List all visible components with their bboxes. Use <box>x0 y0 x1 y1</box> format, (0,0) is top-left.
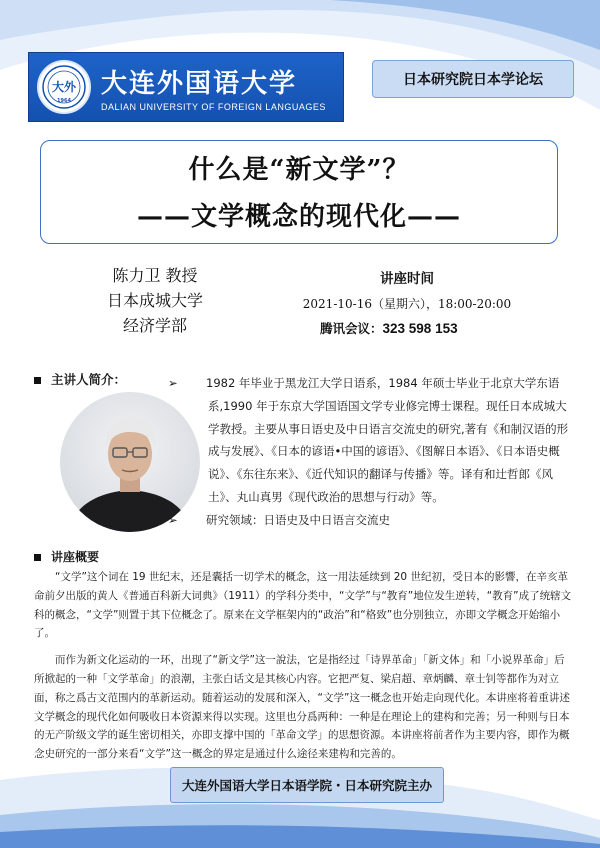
speaker-info <box>70 263 240 338</box>
bio-heading-text: 主讲人简介： <box>51 372 127 387</box>
logo-english-name: DALIAN UNIVERSITY OF FOREIGN LANGUAGES <box>101 101 326 112</box>
forum-title-badge: 日本研究院日本学论坛 <box>372 60 574 98</box>
lecture-time-value: 2021-10-16（星期六），18:00-20:00 <box>302 297 512 311</box>
university-logo <box>28 52 344 122</box>
meeting-id: 323 598 153 <box>382 321 458 336</box>
speaker-portrait <box>60 392 200 532</box>
summary-heading-text: 讲座概要 <box>51 550 100 564</box>
bio-heading <box>34 370 126 388</box>
bullet-square-icon <box>34 554 41 561</box>
lecture-summary <box>34 568 574 772</box>
speaker-name: 陈力卫 教授 <box>112 266 198 285</box>
meeting-label: 腾讯会议： <box>320 321 383 336</box>
title-line-2: ——文学概念的现代化—— <box>136 202 461 232</box>
seal-glyph: 大外 <box>51 80 77 94</box>
bio-research-field <box>168 509 574 532</box>
title-line-1: 什么是“新文学”？ <box>188 155 410 185</box>
arrow-bullet-icon: ➢ <box>168 512 178 527</box>
bio-field-text: 研究领域：日语史及中日语言交流史 <box>206 512 390 527</box>
summary-paragraph-1: “文学”这个词在 19 世纪末，还是囊括一切学术的概念，这一用法延续到 20 世纪初，受日本的影響，在辛亥革命前夕出版的黄人《普通百科新大词典》（1911）的学科分类中，“文学”与“教育”地位发生逆转，“教育”成了统辖文科的概念，“文学”则置于其下位概念了。原来在文学框架内的“政治”和“格致”也分别独立，亦即文学概念开始缩小了。 <box>34 571 572 640</box>
summary-paragraph-2: 而作为新文化运动的一环，出现了“新文学”这一說法，它是指经过「诗界革命」「新文体」和「小说界革命」后所掀起的一种「文学革命」的浪潮，主张白话文是其核心内容。它把严复、梁启超、章炳麟、章士钊等都作为对立面，称之爲古文范围内的革新运动。随着运动的发展和深入，“文学”这一概念也开始走向现代化。本讲座将着重讲述文学概念的现代化如何吸收日本资源来得以实现。这里也分爲两种：一种是在理论上的建构和完善；另一种则与日本的无产阶级文学的诞生密切相关，亦即支撑中国的「革命文学」的思想资源。本讲座将前者作为主要内容，即作为概念史研究的一部分来看“文学”这一概念的界定是通过什么途径来建构和完善的。 <box>34 654 570 761</box>
logo-chinese-name: 大连外国语大学 <box>101 68 298 99</box>
speaker-faculty: 经济学部 <box>122 316 187 335</box>
speaker-photo <box>60 392 200 532</box>
lecture-title-box <box>40 140 558 244</box>
bio-paragraph-text: 1982 年毕业于黑龙江大学日语系，1984 年硕士毕业于北京大学东语系,1990 年于东京大学国语国文学专业修完博士课程。现任日本成城大学教授。主要从事日语史及中日语言交流史的研究,著有《和制汉语的形成与发展》、《日本的谚语•中国的谚语》、《图解日本语》、《日本语史概说》、《东往东来》、《近代知识的翻译与传播》等。译有和辻哲郎《风土》、丸山真男《现代政治的思想与行动》等。 <box>206 376 569 504</box>
bullet-square-icon <box>34 377 41 384</box>
organizer-badge: 大连外国语大学日本语学院・日本研究院主办 <box>170 767 444 803</box>
bio-text <box>168 372 574 532</box>
speaker-university: 日本成城大学 <box>106 291 203 310</box>
lecture-time-info <box>272 267 542 312</box>
seal-emblem <box>41 64 87 110</box>
tencent-meeting-info <box>320 319 458 337</box>
university-seal-icon <box>37 60 91 114</box>
seal-year: 1964 <box>57 98 71 104</box>
arrow-bullet-icon: ➢ <box>168 376 178 390</box>
lecture-time-label: 讲座时间 <box>380 271 434 287</box>
bio-paragraph <box>168 372 574 509</box>
summary-heading <box>34 548 99 565</box>
